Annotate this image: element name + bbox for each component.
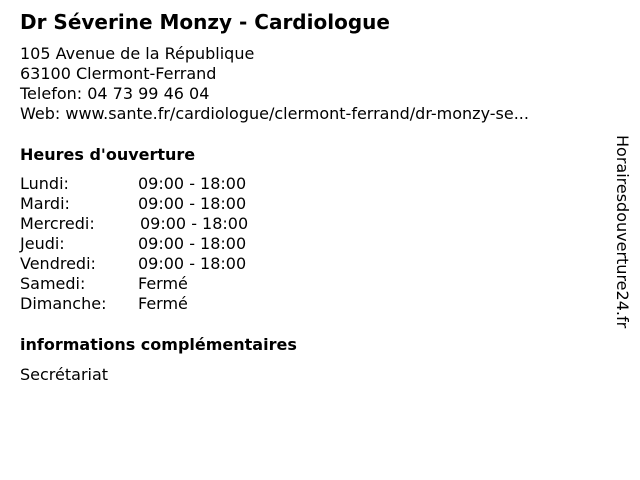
day-hours: 09:00 - 18:00 (138, 254, 247, 273)
phone-line: Telefon: 04 73 99 46 04 (20, 84, 210, 103)
website-line: Web: www.sante.fr/cardiologue/clermont-ferrand/dr-monzy-se... (20, 104, 529, 123)
hours-row-saturday (20, 274, 320, 294)
day-label: Mercredi: (20, 214, 95, 233)
additional-info-text: Secrétariat (20, 365, 109, 384)
hours-row-tuesday (20, 194, 320, 214)
hours-row-friday (20, 254, 320, 274)
hours-row-sunday (20, 294, 320, 314)
address-city: 63100 Clermont-Ferrand (20, 64, 217, 83)
business-name: Dr Séverine Monzy - Cardiologue (20, 10, 390, 34)
hours-row-monday (20, 174, 320, 194)
day-label: Vendredi: (20, 254, 96, 273)
site-watermark: Horairesdouverture24.fr (613, 135, 632, 329)
day-hours: 09:00 - 18:00 (138, 234, 247, 253)
day-label: Mardi: (20, 194, 70, 213)
day-label: Samedi: (20, 274, 86, 293)
day-hours: 09:00 - 18:00 (140, 214, 249, 233)
address-street: 105 Avenue de la République (20, 44, 255, 63)
opening-hours-list (20, 174, 320, 314)
day-label: Jeudi: (20, 234, 65, 253)
day-hours: Fermé (138, 294, 188, 313)
day-hours: Fermé (138, 274, 188, 293)
opening-hours-heading: Heures d'ouverture (20, 145, 196, 164)
day-label: Dimanche: (20, 294, 107, 313)
hours-row-thursday (20, 234, 320, 254)
day-hours: 09:00 - 18:00 (138, 174, 247, 193)
address-block (20, 44, 529, 124)
day-label: Lundi: (20, 174, 69, 193)
day-hours: 09:00 - 18:00 (138, 194, 247, 213)
hours-row-wednesday (20, 214, 320, 234)
additional-info-heading: informations complémentaires (20, 335, 297, 354)
